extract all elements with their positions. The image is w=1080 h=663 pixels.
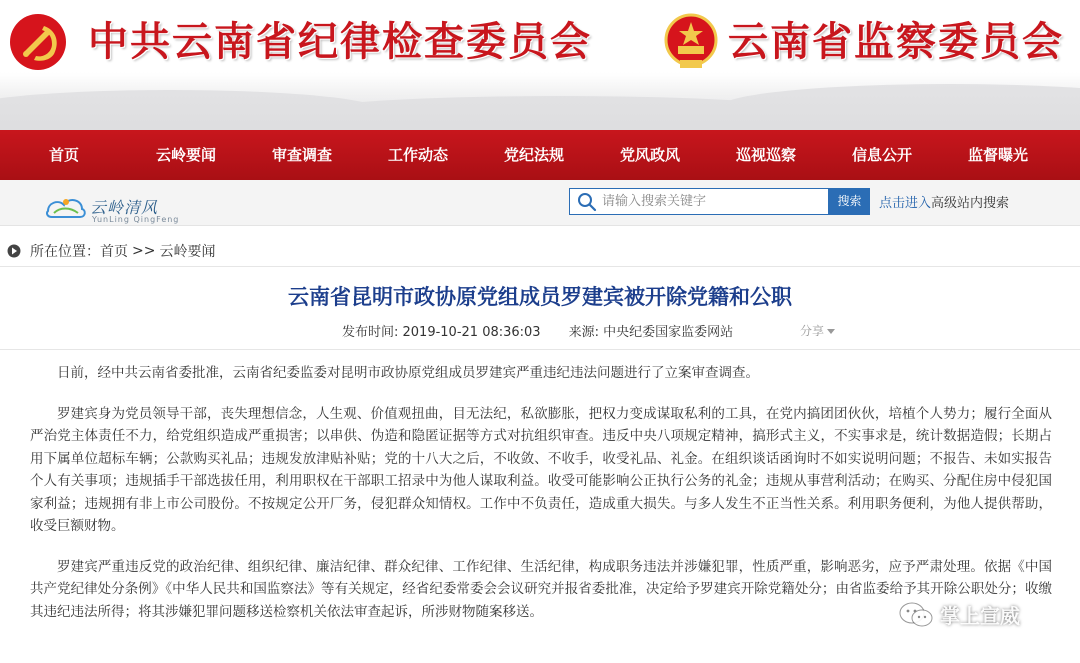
article-paragraph: 罗建宾严重违反党的政治纪律、组织纪律、廉洁纪律、群众纪律、工作纪律、生活纪律，构成职务违法并涉嫌犯罪，性质严重，影响恶劣，应予严肃处理。依据《中国共产党纪律处分条例》《中华人民共和国监察法》等有关规定，经省纪委常委会会议研究并报省委批准，决定给予罗建宾开除党籍处分；由省监委给予其开除公职处分；收缴其违纪违法所得；将其涉嫌犯罪问题移送检察机关依法审查起诉，所涉财物随案移送。 (30, 558, 1052, 620)
article-paragraph: 罗建宾身为党员领导干部，丧失理想信念，人生观、价值观扭曲，目无法纪，私欲膨胀，把权力变成谋取私利的工具，在党内搞团团伙伙，培植个人势力；履行全面从严治党主体责任不力，给党组织造成严重损害；以串供、伪造和隐匿证据等方式对抗组织审查。违反中央八项规定精神，搞形式主义，不实事求是，统计数据造假；长期占用下属单位超标车辆；公款购买礼品；违规发放津贴补贴；党的十八大之后，不收敛、不收手，收受礼品、礼金。在组织谈话函询时不如实说明问题；不报告、未如实报告个人有关事项；违规插手干部选拔任用，利用职权在干部职工招录中为他人谋取利益。收受可能影响公正执行公务的礼金；违规从事营利活动；在购买、分配住房中侵犯国家利益；违规拥有非上市公司股份。不按规定公开厂务，侵犯群众知情权。工作中不负责任，造成重大损失。与多人发生不正当性关系。利用职务便利，为他人提供帮助，收受巨额财物。 (30, 405, 1052, 534)
advanced-search-suffix[interactable]: 高级站内搜索 (931, 196, 1010, 211)
advanced-search-link[interactable] (879, 192, 1009, 211)
main-nav (0, 130, 1080, 180)
watermark-text: 掌上宣威 (940, 604, 1020, 628)
publish-time: 发布时间: 2019-10-21 08:36:03 (342, 325, 541, 340)
breadcrumb-home[interactable]: 首页 (100, 244, 128, 260)
advanced-search-prefix[interactable]: 点击进入 (879, 196, 932, 211)
share-dropdown[interactable] (800, 322, 835, 339)
banner-title-supervision: 云南省监察委员会 (728, 18, 1064, 65)
logo-chinese-text: 云岭清风 (90, 198, 159, 217)
breadcrumb-label: 所在位置： (30, 244, 100, 260)
location-icon (6, 243, 22, 259)
article-title: 云南省昆明市政协原党组成员罗建宾被开除党籍和公职 (288, 285, 792, 309)
nav-item-inspection[interactable]: 巡视巡察 (735, 146, 796, 164)
national-emblem-icon (664, 12, 718, 72)
breadcrumb (6, 241, 215, 261)
nav-item-disclosure[interactable]: 信息公开 (851, 146, 912, 164)
search-box (569, 188, 829, 215)
nav-item-regulations[interactable]: 党纪法规 (503, 146, 564, 164)
nav-item-yunling-news[interactable]: 云岭要闻 (155, 146, 216, 164)
share-label[interactable]: 分享 (800, 324, 825, 338)
divider (0, 266, 1080, 267)
search-button[interactable]: 搜索 (829, 188, 870, 215)
cloud-logo-icon (44, 189, 88, 221)
nav-item-home[interactable]: 首页 (48, 146, 79, 164)
search-icon (576, 191, 598, 213)
site-banner (0, 0, 1080, 130)
logo-english-text: YunLing QingFeng (92, 215, 180, 224)
chevron-down-icon (827, 329, 835, 334)
article-meta (342, 321, 733, 340)
search-input[interactable] (598, 190, 818, 214)
wechat-icon (898, 601, 934, 629)
nav-item-work-updates[interactable]: 工作动态 (387, 146, 448, 164)
divider (0, 349, 1080, 350)
banner-title-commission: 中共云南省纪律检查委员会 (88, 18, 592, 65)
nav-item-investigation[interactable]: 审查调查 (271, 146, 332, 164)
wechat-watermark (898, 600, 1020, 629)
site-logo[interactable] (44, 189, 184, 224)
article-paragraph: 日前，经中共云南省委批准，云南省纪委监委对昆明市政协原党组成员罗建宾严重违纪违法问题进行了立案审查调查。 (57, 365, 759, 381)
article-source: 来源: 中央纪委国家监委网站 (568, 325, 734, 340)
banner-haze (0, 75, 1080, 130)
breadcrumb-separator: >> (132, 243, 156, 259)
breadcrumb-current[interactable]: 云岭要闻 (159, 244, 216, 260)
nav-item-conduct[interactable]: 党风政风 (619, 146, 680, 164)
nav-item-exposure[interactable]: 监督曝光 (967, 146, 1028, 164)
search-bar-row (0, 180, 1080, 226)
party-emblem-icon (6, 12, 70, 72)
